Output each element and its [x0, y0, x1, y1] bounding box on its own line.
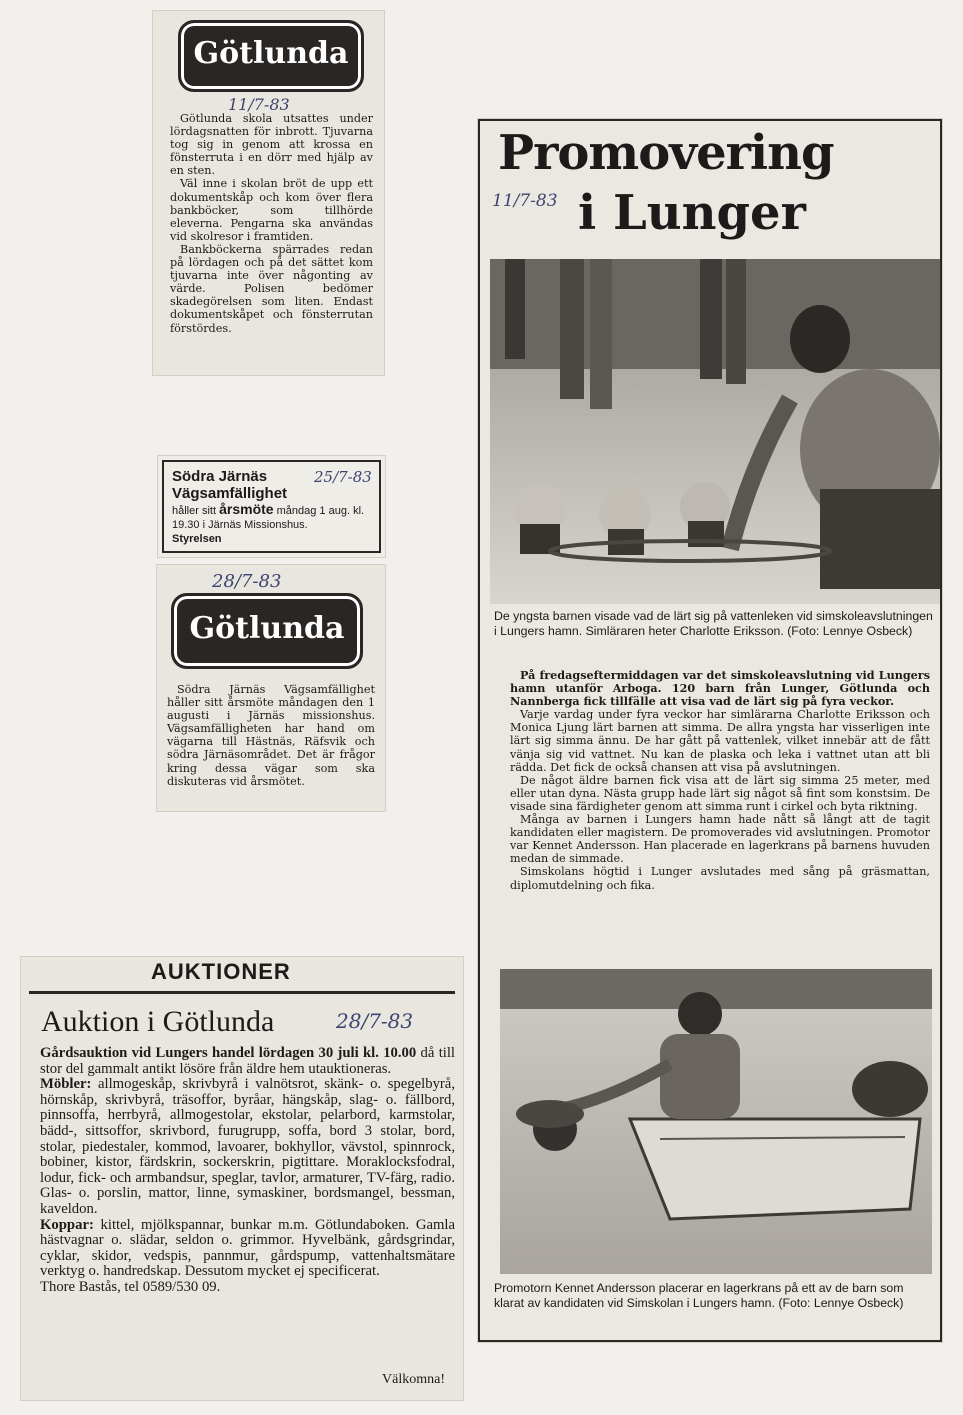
paragraph: Bankböckerna spärrades redan på lördagen och på det sättet kom tjuvarna inte över någonting av värde. Polisen bedömer skadegörelsen som liten. Endast dokumentskåpet och fönsterrutan förstördes.	[170, 242, 373, 335]
swimming-lesson-image	[490, 259, 940, 604]
laurel-wreath-image	[500, 969, 932, 1274]
paragraph: Väl inne i skolan bröt de upp ett dokumentskåp och kom över flera bankböcker, som tillhörde eleverna. Pengarna ska användas vid skolresor i framtiden.	[170, 177, 373, 243]
header-rule	[29, 991, 455, 994]
lead-paragraph: På fredagseftermiddagen var det simskoleavslutning vid Lungers hamn utanför Arboga. 120 barn från Lunger, Götlunda och Nannberga fick tillfälle att visa vad de lärt sig på fyra veckor.	[510, 668, 930, 709]
photo-caption-1: De yngsta barnen visade vad de lärt sig på vattenleken vid simskoleavslutningen i Lungers hamn. Simläraren heter Charlotte Eriksson. (Foto: Lennye Osbeck)	[494, 609, 933, 638]
auction-body	[40, 1046, 455, 1296]
notice-emphasis: årsmöte	[219, 501, 274, 517]
clipping-annual-meeting-notice	[158, 456, 385, 557]
headline-line-1: Promovering	[498, 125, 834, 181]
notice-line-1: Södra Järnäs	[172, 468, 268, 485]
notice-line-3	[172, 502, 371, 518]
welcome-text: Välkomna!	[382, 1372, 445, 1387]
copper-label: Koppar:	[40, 1216, 94, 1233]
paragraph: Götlunda skola utsattes under lördagsnatten för inbrott. Tjuvarna tog sig in genom att krossa en fönsterruta i en dörr med hjälp av en sten.	[170, 112, 373, 178]
logo-text: Götlunda	[193, 36, 349, 71]
auction-title: Auktion i Götlunda	[41, 1005, 275, 1038]
furniture-list: allmogeskåp, skrivbyrå i valnötsrot, skänk- o. spegelbyrå, hörnskåp, skrivbyrå, träsoffor, byråar, hängskåp, slag- o. fällbord, pinnsoffa, herrbyrå, allmogestolar, ekstolar, pelarbord, karmstolar, bädd-, sittsoffor, skrivbord, furugrupp, soffa, bord 3 stolar, bord, stolar, piedestaler, kommod, lavoarer, bokhyllor, vävstol, spinnrock, bobiner, kistor, färdskrin, sockerskrin, pigtittare. Moraklocksfodral, lodur, fick- och armbandsur, speglar, tavlor, armaturer, TV-färg, radio. Glas- o. porslin, mattor, linne, symaskiner, bordsmangel, bessman, kaveldon.	[40, 1076, 455, 1217]
article-text: Södra Järnäs Vägsamfällighet håller sitt årsmöte måndagen den 1 augusti i Järnäs missionshus. Vägsamfälligheten har hand om vägarna till Hästnäs, Räfsvik och södra Järnäsområdet. Det är frågor kring dessa vägar som ska diskuteras vid årsmötet.	[167, 683, 375, 788]
notice-text: håller sitt	[172, 505, 217, 517]
handwritten-date: 11/7-83	[228, 95, 290, 114]
notice-box	[162, 460, 381, 553]
notice-line-2: Vägsamfällighet	[172, 485, 288, 502]
gotlunda-logo	[171, 593, 363, 669]
photo-promotor-boat	[500, 969, 932, 1274]
paragraph: Varje vardag under fyra veckor har simlärarna Charlotte Eriksson och Monica Ljung lärt barnen att simma. De allra yngsta har visserligen inte lärt sig simma ännu. De har gått på vattenlek, vilket innebär att de fått vänja sig vid vattnet. Nu kan de plaska och leka i vattnet utan att bli rädda. Det fick de också chansen att visa på avslutningen.	[510, 708, 930, 774]
notice-text: måndag 1 aug. kl.	[276, 505, 365, 517]
gotlunda-logo	[178, 20, 364, 92]
photo-caption-2: Promotorn Kennet Andersson placerar en lagerkrans på ett av de barn som klarat av kandidaten vid Simskolan i Lungers hamn. (Foto: Lennye Osbeck)	[494, 1281, 904, 1310]
copper-list: kittel, mjölkspannar, bunkar m.m. Götlundaboken. Gamla hästvagnar o. slädar, seldon o. grimmor. Hyvelbänk, gårdsgrindar, cyklar, skidor, vedspis, pannmur, gårdspump, vattenhaltsmätare verktyg o. handredskap. Dessutom mycket ej specificerat.	[40, 1216, 456, 1280]
notice-line-4: 19.30 i Järnäs Missionshus.	[172, 519, 308, 531]
notice-signature: Styrelsen	[172, 533, 222, 545]
auction-intro: Gårdsauktion vid Lungers handel lördagen 30 juli kl. 10.00	[40, 1045, 417, 1061]
paragraph: Många av barnen i Lungers hamn hade nått så långt att de tagit kandidaten eller magistern. De promoverades vid avslutningen. Promotor var Kennet Andersson. Han placerade en lagerkrans på barnens huvuden medan de simmade.	[510, 813, 930, 866]
handwritten-date: 28/7-83	[336, 1009, 414, 1033]
article-text	[170, 112, 373, 335]
handwritten-date: 11/7-83	[492, 191, 558, 211]
furniture-label: Möbler:	[40, 1076, 92, 1093]
logo-text: Götlunda	[189, 611, 345, 646]
photo-children-swimming	[490, 259, 940, 604]
clipping-gotlunda-road-association	[157, 565, 385, 811]
auction-intro-rest: då till stor del gammalt antikt lösöre från äldre hem utauktioneras.	[40, 1045, 456, 1077]
handwritten-date: 25/7-83	[314, 468, 372, 486]
clipping-gotlunda-burglary	[153, 11, 384, 375]
auctioneer-signature: Thore Bastås, tel 0589/530 09.	[40, 1278, 221, 1295]
paragraph: De något äldre barnen fick visa att de lärt sig simma 25 meter, med eller utan dyna. Nästa grupp hade lärt sig något så fint som konstsim. De visade sina färdigheter genom att simma runt i cirkel och byta riktning.	[510, 773, 930, 813]
headline-line-2: i Lunger	[578, 185, 806, 241]
article-text	[510, 669, 930, 892]
clipping-auction	[21, 957, 463, 1400]
section-header: AUKTIONER	[151, 959, 291, 984]
handwritten-date: 28/7-83	[212, 571, 282, 592]
clipping-promovering-lunger	[478, 119, 942, 1342]
paragraph: Simskolans högtid i Lunger avslutades med sång på gräsmattan, diplomutdelning och fika.	[510, 865, 930, 892]
